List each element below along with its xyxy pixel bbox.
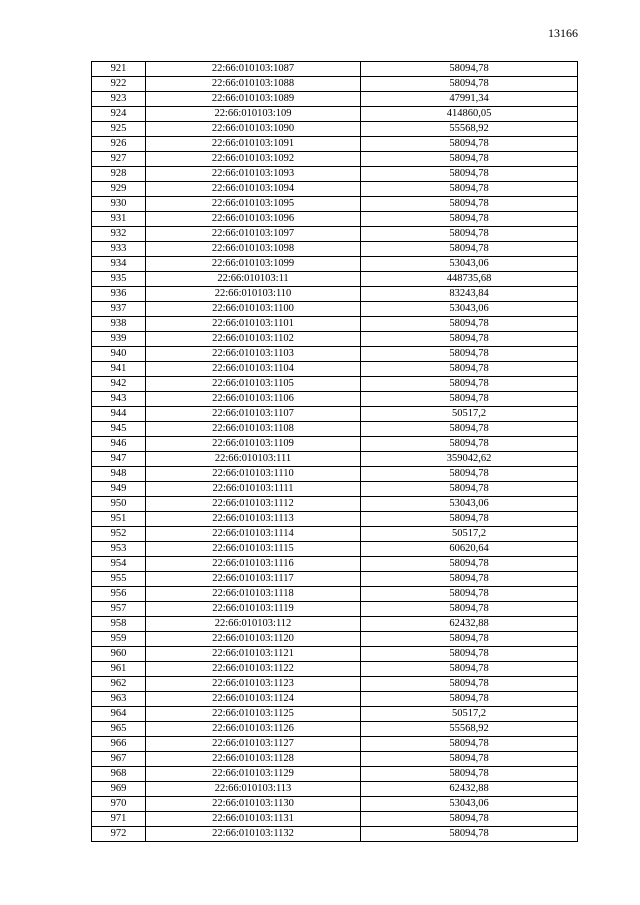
cadastral-value-cell: 58094,78 [361,77,578,92]
cadastral-number-cell: 22:66:010103:1087 [146,62,361,77]
table-body [92,62,578,842]
cadastral-value-cell: 58094,78 [361,662,578,677]
table-row [92,722,578,737]
row-number-cell: 927 [92,152,146,167]
cadastral-number-cell: 22:66:010103:1107 [146,407,361,422]
cadastral-number-cell: 22:66:010103:1089 [146,92,361,107]
table-row [92,797,578,812]
cadastral-value-cell: 359042,62 [361,452,578,467]
row-number-cell: 933 [92,242,146,257]
row-number-cell: 963 [92,692,146,707]
cadastral-number-cell: 22:66:010103:1101 [146,317,361,332]
table-row [92,122,578,137]
cadastral-number-cell: 22:66:010103:1125 [146,707,361,722]
row-number-cell: 972 [92,827,146,842]
table-row [92,707,578,722]
cadastral-value-cell: 50517,2 [361,407,578,422]
cadastral-number-cell: 22:66:010103:1108 [146,422,361,437]
cadastral-number-cell: 22:66:010103:109 [146,107,361,122]
row-number-cell: 956 [92,587,146,602]
row-number-cell: 922 [92,77,146,92]
cadastral-number-cell: 22:66:010103:1127 [146,737,361,752]
cadastral-value-cell: 58094,78 [361,62,578,77]
table-row [92,152,578,167]
cadastral-number-cell: 22:66:010103:1106 [146,392,361,407]
table-row [92,692,578,707]
row-number-cell: 945 [92,422,146,437]
table-row [92,212,578,227]
table-row [92,602,578,617]
cadastral-number-cell: 22:66:010103:1119 [146,602,361,617]
table-row [92,92,578,107]
cadastral-number-cell: 22:66:010103:1109 [146,437,361,452]
cadastral-number-cell: 22:66:010103:1100 [146,302,361,317]
row-number-cell: 942 [92,377,146,392]
cadastral-value-cell: 58094,78 [361,377,578,392]
row-number-cell: 926 [92,137,146,152]
row-number-cell: 967 [92,752,146,767]
row-number-cell: 950 [92,497,146,512]
cadastral-value-cell: 448735,68 [361,272,578,287]
table-row [92,662,578,677]
cadastral-value-table [91,61,578,842]
cadastral-value-cell: 58094,78 [361,422,578,437]
table-row [92,437,578,452]
cadastral-number-cell: 22:66:010103:110 [146,287,361,302]
row-number-cell: 947 [92,452,146,467]
table-row [92,677,578,692]
row-number-cell: 951 [92,512,146,527]
row-number-cell: 932 [92,227,146,242]
cadastral-number-cell: 22:66:010103:1120 [146,632,361,647]
row-number-cell: 943 [92,392,146,407]
row-number-cell: 955 [92,572,146,587]
cadastral-value-cell: 58094,78 [361,362,578,377]
row-number-cell: 938 [92,317,146,332]
cadastral-number-cell: 22:66:010103:1091 [146,137,361,152]
row-number-cell: 921 [92,62,146,77]
table-row [92,572,578,587]
row-number-cell: 961 [92,662,146,677]
cadastral-number-cell: 22:66:010103:1124 [146,692,361,707]
table-row [92,422,578,437]
cadastral-value-cell: 62432,88 [361,617,578,632]
row-number-cell: 952 [92,527,146,542]
cadastral-number-cell: 22:66:010103:1114 [146,527,361,542]
table-row [92,452,578,467]
cadastral-value-cell: 58094,78 [361,467,578,482]
row-number-cell: 959 [92,632,146,647]
row-number-cell: 936 [92,287,146,302]
cadastral-value-cell: 58094,78 [361,167,578,182]
row-number-cell: 925 [92,122,146,137]
row-number-cell: 929 [92,182,146,197]
cadastral-value-cell: 58094,78 [361,212,578,227]
row-number-cell: 931 [92,212,146,227]
cadastral-value-cell: 62432,88 [361,782,578,797]
cadastral-number-cell: 22:66:010103:1098 [146,242,361,257]
cadastral-value-cell: 58094,78 [361,692,578,707]
cadastral-number-cell: 22:66:010103:1099 [146,257,361,272]
cadastral-value-cell: 60620,64 [361,542,578,557]
row-number-cell: 971 [92,812,146,827]
table-row [92,272,578,287]
cadastral-number-cell: 22:66:010103:1104 [146,362,361,377]
table-row [92,167,578,182]
table-row [92,482,578,497]
row-number-cell: 924 [92,107,146,122]
cadastral-number-cell: 22:66:010103:112 [146,617,361,632]
cadastral-value-cell: 58094,78 [361,137,578,152]
table-row [92,737,578,752]
row-number-cell: 935 [92,272,146,287]
cadastral-number-cell: 22:66:010103:1112 [146,497,361,512]
table-row [92,257,578,272]
row-number-cell: 937 [92,302,146,317]
page-number: 13166 [548,26,578,40]
cadastral-value-cell: 53043,06 [361,497,578,512]
table-row [92,392,578,407]
cadastral-value-cell: 58094,78 [361,587,578,602]
cadastral-number-cell: 22:66:010103:1122 [146,662,361,677]
cadastral-value-cell: 58094,78 [361,227,578,242]
cadastral-value-cell: 50517,2 [361,527,578,542]
cadastral-value-cell: 58094,78 [361,647,578,662]
cadastral-value-cell: 58094,78 [361,197,578,212]
row-number-cell: 940 [92,347,146,362]
row-number-cell: 930 [92,197,146,212]
cadastral-number-cell: 22:66:010103:1095 [146,197,361,212]
table-row [92,197,578,212]
table-row [92,62,578,77]
table-row [92,497,578,512]
cadastral-value-cell: 58094,78 [361,767,578,782]
cadastral-value-cell: 58094,78 [361,752,578,767]
cadastral-value-cell: 58094,78 [361,392,578,407]
cadastral-value-cell: 53043,06 [361,302,578,317]
table-row [92,377,578,392]
cadastral-number-cell: 22:66:010103:1117 [146,572,361,587]
row-number-cell: 939 [92,332,146,347]
table-row [92,302,578,317]
table-row [92,647,578,662]
table-row [92,587,578,602]
cadastral-value-cell: 58094,78 [361,812,578,827]
table-row [92,767,578,782]
cadastral-value-cell: 58094,78 [361,347,578,362]
row-number-cell: 948 [92,467,146,482]
cadastral-value-cell: 58094,78 [361,602,578,617]
row-number-cell: 966 [92,737,146,752]
cadastral-number-cell: 22:66:010103:1116 [146,557,361,572]
cadastral-number-cell: 22:66:010103:1094 [146,182,361,197]
cadastral-value-cell: 53043,06 [361,257,578,272]
row-number-cell: 968 [92,767,146,782]
cadastral-number-cell: 22:66:010103:1110 [146,467,361,482]
row-number-cell: 954 [92,557,146,572]
cadastral-number-cell: 22:66:010103:1115 [146,542,361,557]
cadastral-number-cell: 22:66:010103:1102 [146,332,361,347]
cadastral-number-cell: 22:66:010103:1088 [146,77,361,92]
table-row [92,512,578,527]
cadastral-number-cell: 22:66:010103:1130 [146,797,361,812]
cadastral-number-cell: 22:66:010103:1090 [146,122,361,137]
cadastral-value-cell: 58094,78 [361,677,578,692]
cadastral-value-cell: 53043,06 [361,797,578,812]
cadastral-number-cell: 22:66:010103:1103 [146,347,361,362]
cadastral-number-cell: 22:66:010103:1126 [146,722,361,737]
cadastral-value-cell: 58094,78 [361,182,578,197]
row-number-cell: 960 [92,647,146,662]
cadastral-value-cell: 58094,78 [361,317,578,332]
cadastral-value-cell: 414860,05 [361,107,578,122]
row-number-cell: 953 [92,542,146,557]
cadastral-number-cell: 22:66:010103:1129 [146,767,361,782]
table-row [92,527,578,542]
cadastral-number-cell: 22:66:010103:1092 [146,152,361,167]
table-row [92,752,578,767]
row-number-cell: 928 [92,167,146,182]
table-row [92,812,578,827]
table-row [92,317,578,332]
cadastral-number-cell: 22:66:010103:1121 [146,647,361,662]
row-number-cell: 949 [92,482,146,497]
row-number-cell: 964 [92,707,146,722]
cadastral-value-cell: 47991,34 [361,92,578,107]
table-row [92,77,578,92]
table-row [92,227,578,242]
row-number-cell: 957 [92,602,146,617]
row-number-cell: 958 [92,617,146,632]
cadastral-value-cell: 58094,78 [361,482,578,497]
table-row [92,347,578,362]
cadastral-value-cell: 58094,78 [361,632,578,647]
cadastral-value-cell: 58094,78 [361,737,578,752]
table-row [92,287,578,302]
table-row [92,827,578,842]
table-row [92,182,578,197]
cadastral-value-cell: 83243,84 [361,287,578,302]
table-row [92,242,578,257]
row-number-cell: 941 [92,362,146,377]
table-row [92,362,578,377]
table-row [92,467,578,482]
row-number-cell: 934 [92,257,146,272]
row-number-cell: 962 [92,677,146,692]
cadastral-value-cell: 58094,78 [361,827,578,842]
cadastral-value-cell: 58094,78 [361,572,578,587]
row-number-cell: 969 [92,782,146,797]
cadastral-number-cell: 22:66:010103:1093 [146,167,361,182]
cadastral-number-cell: 22:66:010103:111 [146,452,361,467]
cadastral-number-cell: 22:66:010103:1132 [146,827,361,842]
cadastral-value-cell: 58094,78 [361,557,578,572]
cadastral-value-cell: 58094,78 [361,242,578,257]
table-row [92,557,578,572]
cadastral-number-cell: 22:66:010103:113 [146,782,361,797]
cadastral-number-cell: 22:66:010103:1131 [146,812,361,827]
table-row [92,137,578,152]
cadastral-number-cell: 22:66:010103:1111 [146,482,361,497]
cadastral-number-cell: 22:66:010103:1096 [146,212,361,227]
cadastral-value-cell: 50517,2 [361,707,578,722]
row-number-cell: 946 [92,437,146,452]
cadastral-value-cell: 58094,78 [361,512,578,527]
table-row [92,107,578,122]
cadastral-value-cell: 58094,78 [361,332,578,347]
row-number-cell: 970 [92,797,146,812]
table-row [92,632,578,647]
cadastral-value-cell: 58094,78 [361,152,578,167]
cadastral-value-cell: 55568,92 [361,722,578,737]
cadastral-number-cell: 22:66:010103:1097 [146,227,361,242]
cadastral-number-cell: 22:66:010103:1123 [146,677,361,692]
cadastral-number-cell: 22:66:010103:1105 [146,377,361,392]
table-row [92,617,578,632]
table-row [92,332,578,347]
cadastral-value-cell: 58094,78 [361,437,578,452]
table-row [92,782,578,797]
cadastral-number-cell: 22:66:010103:1113 [146,512,361,527]
row-number-cell: 965 [92,722,146,737]
cadastral-value-cell: 55568,92 [361,122,578,137]
cadastral-number-cell: 22:66:010103:1118 [146,587,361,602]
cadastral-number-cell: 22:66:010103:11 [146,272,361,287]
table-row [92,407,578,422]
cadastral-number-cell: 22:66:010103:1128 [146,752,361,767]
row-number-cell: 923 [92,92,146,107]
row-number-cell: 944 [92,407,146,422]
table-row [92,542,578,557]
